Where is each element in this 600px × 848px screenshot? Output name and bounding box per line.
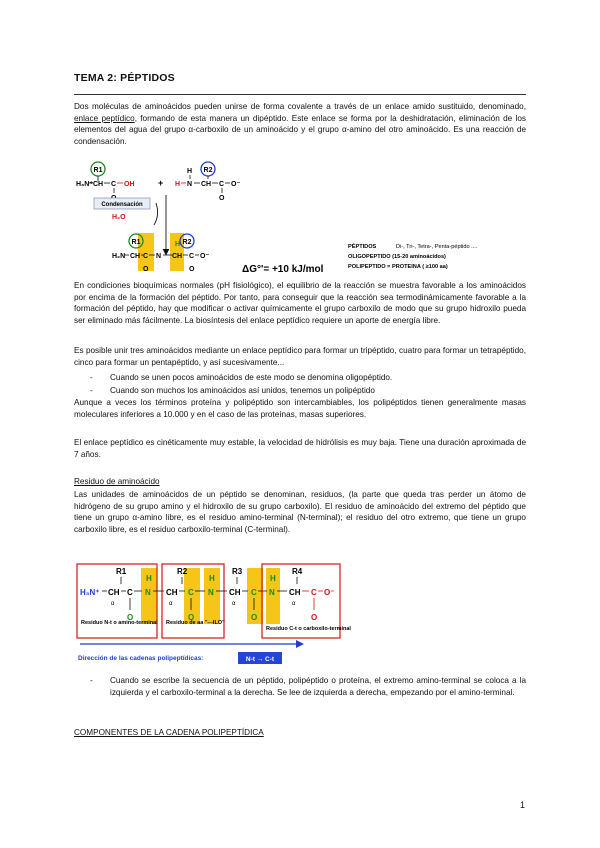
polipeptido-label: POLIPEPTIDO = PROTEINA ( ≥100 aa) (348, 264, 448, 270)
polypeptide-chain-diagram (74, 560, 374, 670)
chain-nh-2: H (209, 574, 215, 583)
chain-c-1: C (127, 588, 133, 597)
water-label: H₂O (112, 214, 126, 221)
delta-g-value: ΔG°'= +10 kJ/mol (242, 264, 324, 275)
n-terminal-caption-text: Residuo N-t o amino-terminal (81, 620, 158, 626)
intro-text-1: Dos moléculas de aminoácidos pueden unirse de forma covalente a través de un enlace amido sustituido, denominado, (74, 102, 526, 111)
page-number: 1 (520, 800, 526, 810)
intro-paragraph (74, 101, 526, 147)
section-heading-components: COMPONENTES DE LA CADENA POLIPEPTÍDICA (74, 728, 264, 737)
r1-label: R1 (93, 167, 103, 174)
direction-label: Dirección de las cadenas polipeptídicas: (78, 655, 204, 662)
chain-r3: R3 (232, 567, 243, 576)
bullet-sequence (90, 675, 526, 715)
intro-text-2: , formando de esta manera un dipéptido. Este enlace se forma por la deshidratación, eliminación de los elementos del agua del grupo α-carboxilo de un aminoácido y el grupo α-amino del otro aminoácido. Es una reacción de condensación. (74, 113, 526, 146)
bullet-dash: - (90, 676, 93, 685)
product-n: N (156, 253, 162, 260)
chain-c-2: C (188, 588, 194, 597)
chain-o-1: O (127, 613, 134, 622)
chain-alpha-1: α (111, 601, 115, 607)
aa2-c: C (219, 181, 225, 188)
peptidos-value: Di-, Tri-, Tetra-, Penta-péptido .... (396, 244, 478, 250)
product-h2n: H₂N (112, 253, 126, 260)
bullet-oligopeptide-text: Cuando se unen pocos aminoácidos de este modo se denomina oligopéptido. (110, 373, 393, 382)
direction-badge-text: N-t → C-t (245, 656, 275, 663)
aa1-h3n: H₃N⁺ (76, 181, 94, 188)
aa1-oh: OH (124, 181, 135, 188)
product-c1: C (143, 253, 149, 260)
product-nh: H (175, 241, 181, 248)
product-c2: C (189, 253, 195, 260)
bullet-dash: - (90, 386, 93, 395)
chain-ch-2: CH (166, 588, 178, 597)
chain-o-3: O (251, 613, 258, 622)
chain-nh-1: H (146, 574, 152, 583)
aa2-n: N (187, 181, 193, 188)
chain-ch-3: CH (229, 588, 241, 597)
product-o2: O (189, 266, 195, 273)
aa2-ominus: O⁻ (231, 181, 241, 188)
product-ch1: CH (130, 253, 141, 260)
aa1-c: C (111, 181, 117, 188)
product-r1-label: R1 (131, 239, 141, 246)
bullet-sequence-text: Cuando se escribe la secuencia de un péptido, polipéptido o proteína, el extremo amino-terminal se coloca a la izquierda y el carboxilo-terminal a la derecha. Se lee de izquierda a derecha, empezando por el amino-terminal. (110, 676, 526, 697)
condensation-label: Condensación (101, 202, 143, 208)
chain-ch-4: CH (289, 588, 301, 597)
r2-label: R2 (203, 167, 213, 174)
chain-c-3: C (251, 588, 257, 597)
bullet-polypeptide-text: Cuando son muchos los aminoácidos así unidos, tenemos un polipéptido (110, 386, 375, 395)
n-terminal-caption (81, 620, 158, 626)
aa2-h: H (175, 181, 181, 188)
paragraph-stability: El enlace peptídico es cinéticamente muy estable, la velocidad de hidrólisis es muy baja. Tiene una duración aproximada de 7 años. (74, 438, 526, 459)
middle-residue-caption: Residuo de aa "---ILO" (166, 620, 225, 626)
paragraph-tripeptide: Es posible unir tres aminoácidos mediante un enlace peptídico para formar un tripéptido, cuatro para formar un tetrapéptido, cinco para formar un pentapéptido, y así sucesivamente... (74, 346, 526, 367)
section-heading-residue: Residuo de aminoácido (74, 477, 160, 486)
chain-c-4: C (311, 588, 317, 597)
bullet-polypeptide (90, 385, 526, 397)
paragraph-residue: Las unidades de aminoácidos de un péptido se denominan, residuos, (la parte que queda tras perder un átomo de hidrógeno de su grupo amino y el hidroxilo de su grupo carboxilo). El residuo de aminoácido del extremo del péptido que tiene un grupo α-amino libre, es el residuo amino-terminal (N-terminal); el residuo del otro extremo, que tiene un grupo carboxilo libre, es el residuo carboxilo-terminal (C-terminal). (74, 490, 526, 534)
chain-alpha-2: α (169, 601, 173, 607)
chain-h3n: H₃N⁺ (80, 588, 100, 597)
bullet-dash: - (90, 373, 93, 382)
oligopeptido-label: OLIGOPEPTIDO (15-20 aminoácidos) (348, 254, 446, 260)
product-ominus: O⁻ (200, 253, 210, 260)
paragraph-equilibrium: En condiciones bioquímicas normales (pH fisiológico), el equilibrio de la reacción se muestra favorable a los aminoácidos por encima de la formación del péptido. Por tanto, para conseguir que la reacción sea termodinámicamente favorable a la formación del péptido, hay que modificar o activar químicamente el grupo carboxilo de modo que su grupo hidroxilo pueda ser eliminado más fácilmente. La biosíntesis del enlace peptídico requiere un aporte de energía libre. (74, 281, 526, 325)
chain-ominus: O⁻ (324, 588, 335, 597)
chain-nh-3: H (270, 574, 276, 583)
c-terminal-caption: Residuo C-t o carboxilo-terminal (266, 626, 351, 632)
product-ch2: CH (172, 253, 183, 260)
chain-n-2: N (208, 588, 214, 597)
chain-n-1: N (145, 588, 151, 597)
chain-n-3: N (269, 588, 275, 597)
chain-alpha-4: α (292, 601, 296, 607)
chain-r2: R2 (177, 567, 188, 576)
chain-r4: R4 (292, 567, 303, 576)
condensation-reaction-diagram (74, 157, 526, 277)
aa2-nh: H (187, 168, 193, 175)
page-title: TEMA 2: PÉPTIDOS (74, 72, 175, 84)
chain-r1: R1 (116, 567, 127, 576)
product-r2-label: R2 (182, 239, 192, 246)
chain-o-2: O (188, 613, 195, 622)
chain-alpha-3: α (232, 601, 236, 607)
aa2-ch: CH (201, 181, 212, 188)
title-divider (74, 94, 526, 95)
paragraph-protein-mass: Aunque a veces los términos proteína y polipéptido son intercambiables, los polipéptidos tienen generalmente masas moleculares inferiores a 10.000 y en el caso de las proteínas, masas superiores. (74, 398, 526, 419)
bullet-oligopeptide (90, 372, 526, 384)
chain-ch-1: CH (108, 588, 120, 597)
peptide-bond-term: enlace peptídico (74, 113, 135, 123)
peptidos-label: PÉPTIDOS (348, 244, 377, 250)
plus-sign: + (158, 178, 164, 188)
chain-o-4: O (311, 613, 318, 622)
aa1-ch: CH (93, 181, 104, 188)
product-o1: O (143, 266, 149, 273)
aa2-o: O (219, 195, 225, 202)
